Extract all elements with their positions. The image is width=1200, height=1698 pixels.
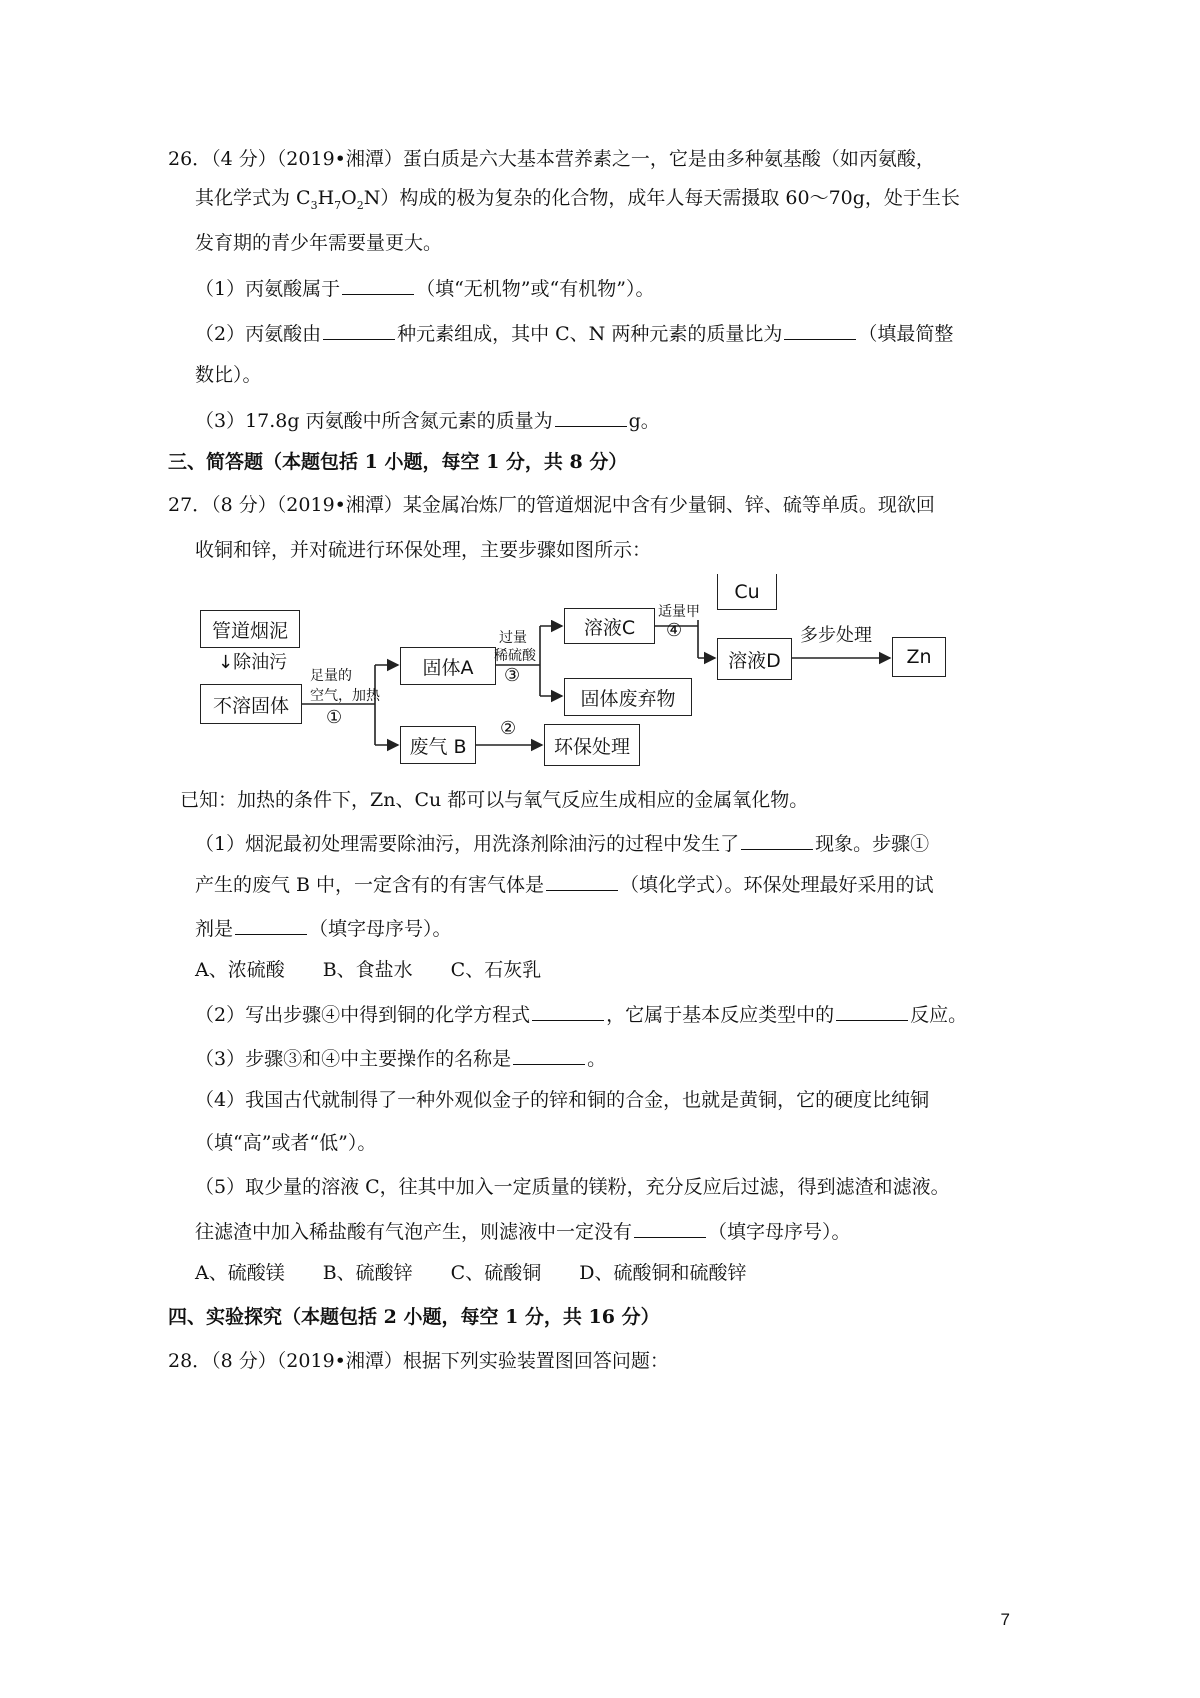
box-solution-d: 溶液D (717, 638, 792, 680)
label-step4: ④ (666, 620, 683, 641)
box-waste-gas-b: 废气 B (400, 726, 476, 764)
box-solid-a: 固体A (400, 647, 496, 685)
box-pipe-sludge: 管道烟泥 (200, 610, 300, 648)
section-3-heading: 三、简答题（本题包括 1 小题，每空 1 分，共 8 分） (168, 451, 628, 473)
answer-blank (546, 868, 618, 891)
label-step1: ① (326, 707, 343, 728)
answer-blank (532, 998, 604, 1021)
label-step2: ② (500, 718, 517, 739)
box-zinc: Zn (892, 637, 946, 677)
answer-blank (836, 998, 908, 1021)
answer-blank (634, 1215, 706, 1238)
answer-blank (513, 1042, 585, 1065)
q27-line-1: 27．（8 分）（2019•湘潭）某金属冶炼厂的管道烟泥中含有少量铜、锌、硫等单质。现欲回 (168, 494, 935, 516)
page-number: 7 (1000, 1610, 1010, 1629)
q27-part-3: （3）步骤③和④中主要操作的名称是 。 (195, 1042, 606, 1074)
label-step1-air: 足量的 (310, 668, 352, 684)
box-environmental-treatment: 环保处理 (544, 724, 640, 766)
label-step3-excess: 过量 (499, 630, 527, 646)
q27-part-1: （1）烟泥最初处理需要除油污，用洗涤剂除油污的过程中发生了 现象。步骤① (195, 827, 929, 859)
box-solid-waste: 固体废弃物 (564, 678, 692, 716)
q27-part-1-cont: 产生的废气 B 中，一定含有的有害气体是 （填化学式）。环保处理最好采用的试 (195, 868, 934, 900)
q28-line-1: 28．（8 分）（2019•湘潭）根据下列实验装置图回答问题： (168, 1350, 669, 1372)
q27-line-2: 收铜和锌，并对硫进行环保处理，主要步骤如图所示： (195, 539, 652, 561)
answer-blank (323, 317, 395, 340)
label-step1-heat: 空气，加热 (310, 688, 380, 704)
q27-part-1-cont2: 剂是 （填字母序号）。 (195, 912, 452, 944)
q27-part-4: （4）我国古代就制得了一种外观似金子的锌和铜的合金，也就是黄铜，它的硬度比纯铜 (195, 1089, 930, 1111)
answer-blank (741, 827, 813, 850)
label-step4-reagent: 适量甲 (658, 604, 700, 620)
q26-sub-2-cont: 数比）。 (195, 364, 262, 386)
q26-sub-3: （3）17.8g 丙氨酸中所含氮元素的质量为 g。 (195, 404, 660, 436)
q26-line-2: 其化学式为 $C_3H_7O_2N$）构成的极为复杂的化合物，成年人每天需摄取 60～70g，处于生长 (195, 187, 960, 212)
answer-blank (342, 272, 414, 295)
box-solution-c: 溶液C (564, 608, 655, 644)
q27-part-4-cont: （填“高”或者“低”）。 (195, 1132, 377, 1154)
q26-sub-1: （1）丙氨酸属于 （填“无机物”或“有机物”）。 (195, 272, 654, 304)
section-4-heading: 四、实验探究（本题包括 2 小题，每空 1 分，共 16 分） (168, 1306, 660, 1328)
label-remove-oil: ↓除油污 (218, 652, 288, 673)
q27-part-5-cont: 往滤渣中加入稀盐酸有气泡产生，则滤液中一定没有 （填字母序号）。 (195, 1215, 851, 1247)
answer-blank (784, 317, 856, 340)
q26-line-3: 发育期的青少年需要量更大。 (195, 232, 443, 254)
label-step3-acid: 稀硫酸 (494, 648, 536, 664)
answer-blank (235, 912, 307, 935)
q27-options-2: A、硫酸镁 B、硫酸锌 C、硫酸铜 D、硫酸铜和硫酸锌 (195, 1262, 747, 1284)
q27-part-2: （2）写出步骤④中得到铜的化学方程式 ，它属于基本反应类型中的 反应。 (195, 998, 967, 1030)
label-step3: ③ (504, 665, 521, 686)
q27-options-1: A、浓硫酸 B、食盐水 C、石灰乳 (195, 959, 542, 981)
box-copper: Cu (717, 574, 777, 610)
label-multistep: 多步处理 (800, 625, 872, 646)
q26-sub-2: （2）丙氨酸由 种元素组成，其中 C、N 两种元素的质量比为 （填最简整 (195, 317, 953, 349)
answer-blank (555, 404, 627, 427)
q26-line-1: 26．（4 分）（2019•湘潭）蛋白质是六大基本营养素之一，它是由多种氨基酸（如丙氨酸， (168, 148, 935, 170)
q27-known: 已知：加热的条件下，Zn、Cu 都可以与氧气反应生成相应的金属氧化物。 (180, 789, 809, 811)
q27-part-5: （5）取少量的溶液 C，往其中加入一定质量的镁粉，充分反应后过滤，得到滤渣和滤液。 (195, 1176, 950, 1198)
box-insoluble-solid: 不溶固体 (200, 684, 302, 724)
